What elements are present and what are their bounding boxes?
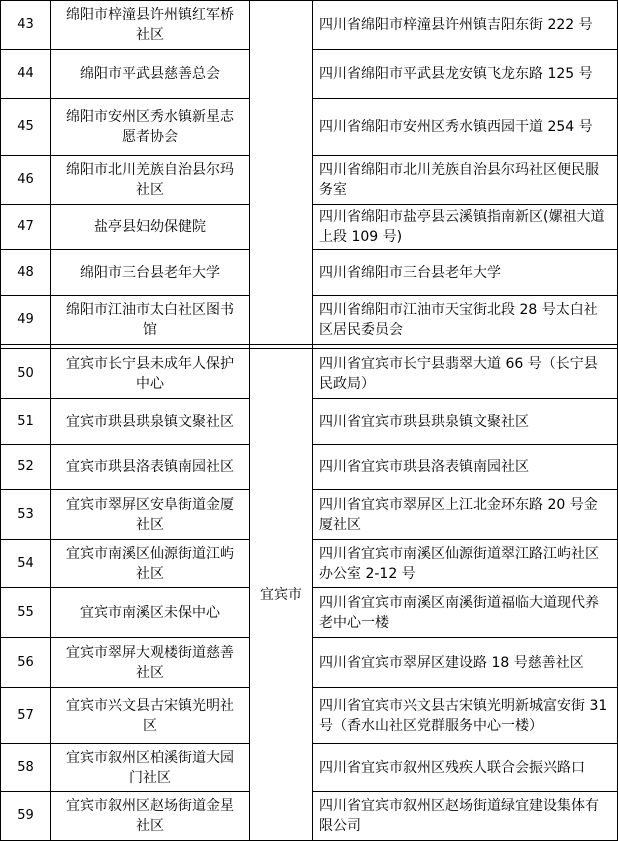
institution-name: 宜宾市南溪区仙源街道江屿社区	[51, 540, 250, 588]
institution-address: 四川省宜宾市南溪区仙源街道翠江路江屿社区办公室 2-12 号	[313, 540, 618, 588]
institution-name: 宜宾市珙县洛表镇南园社区	[51, 445, 250, 490]
institution-name: 绵阳市平武县慈善总会	[51, 50, 250, 99]
row-number: 52	[1, 445, 51, 490]
institution-address: 四川省绵阳市盐亭县云溪镇指南新区(嫘祖大道上段 109 号)	[313, 205, 618, 250]
institution-name: 宜宾市长宁县未成年人保护中心	[51, 349, 250, 399]
row-number: 55	[1, 588, 51, 638]
row-number: 48	[1, 250, 51, 296]
institution-name: 宜宾市叙州区柏溪街道大园门社区	[51, 744, 250, 792]
row-number: 57	[1, 688, 51, 744]
institution-name: 绵阳市三台县老年大学	[51, 250, 250, 296]
institution-name: 绵阳市梓潼县许州镇红军桥社区	[51, 1, 250, 50]
city-cell-mianyang	[250, 1, 313, 345]
row-number: 54	[1, 540, 51, 588]
table-row	[1, 1, 618, 50]
row-number: 47	[1, 205, 51, 250]
institution-address: 四川省宜宾市珙县珙泉镇文聚社区	[313, 399, 618, 445]
row-number: 46	[1, 156, 51, 205]
row-number: 58	[1, 744, 51, 792]
row-number: 45	[1, 99, 51, 156]
row-number: 53	[1, 490, 51, 540]
row-number: 43	[1, 1, 51, 50]
row-number: 44	[1, 50, 51, 99]
row-number: 49	[1, 296, 51, 345]
row-number: 50	[1, 349, 51, 399]
institution-name: 宜宾市珙县珙泉镇文聚社区	[51, 399, 250, 445]
institution-address: 四川省宜宾市兴文县古宋镇光明新城富安街 31 号（香水山社区党群服务中心一楼）	[313, 688, 618, 744]
row-number: 51	[1, 399, 51, 445]
institution-address: 四川省宜宾市长宁县翡翠大道 66 号（长宁县民政局）	[313, 349, 618, 399]
institution-address: 四川省绵阳市三台县老年大学	[313, 250, 618, 296]
institution-address: 四川省绵阳市北川羌族自治县尔玛社区便民服务室	[313, 156, 618, 205]
institution-name: 宜宾市翠屏大观楼街道慈善社区	[51, 638, 250, 688]
institution-name: 绵阳市北川羌族自治县尔玛社区	[51, 156, 250, 205]
institution-address: 四川省宜宾市翠屏区建设路 18 号慈善社区	[313, 638, 618, 688]
institution-name: 宜宾市叙州区赵场街道金星社区	[51, 792, 250, 841]
table-row	[1, 349, 618, 399]
institution-name: 宜宾市南溪区未保中心	[51, 588, 250, 638]
institution-name: 宜宾市兴文县古宋镇光明社区	[51, 688, 250, 744]
city-cell-yibin: 宜宾市	[250, 349, 313, 841]
institution-address: 四川省绵阳市安州区秀水镇西园干道 254 号	[313, 99, 618, 156]
institution-address: 四川省宜宾市珙县洛表镇南园社区	[313, 445, 618, 490]
institution-name: 宜宾市翠屏区安阜街道金厦社区	[51, 490, 250, 540]
institution-address: 四川省宜宾市南溪区南溪街道福临大道现代养老中心一楼	[313, 588, 618, 638]
institution-address: 四川省绵阳市平武县龙安镇飞龙东路 125 号	[313, 50, 618, 99]
institution-name: 绵阳市安州区秀水镇新星志愿者协会	[51, 99, 250, 156]
institution-address: 四川省宜宾市叙州区赵场街道绿宜建设集体有限公司	[313, 792, 618, 841]
institution-name: 绵阳市江油市太白社区图书馆	[51, 296, 250, 345]
institution-name: 盐亭县妇幼保健院	[51, 205, 250, 250]
institution-address: 四川省宜宾市叙州区残疾人联合会振兴路口	[313, 744, 618, 792]
row-number: 59	[1, 792, 51, 841]
institution-address: 四川省绵阳市江油市天宝街北段 28 号太白社区居民委员会	[313, 296, 618, 345]
institution-address: 四川省宜宾市翠屏区上江北金环东路 20 号金厦社区	[313, 490, 618, 540]
institution-address: 四川省绵阳市梓潼县许州镇吉阳东街 222 号	[313, 1, 618, 50]
row-number: 56	[1, 638, 51, 688]
